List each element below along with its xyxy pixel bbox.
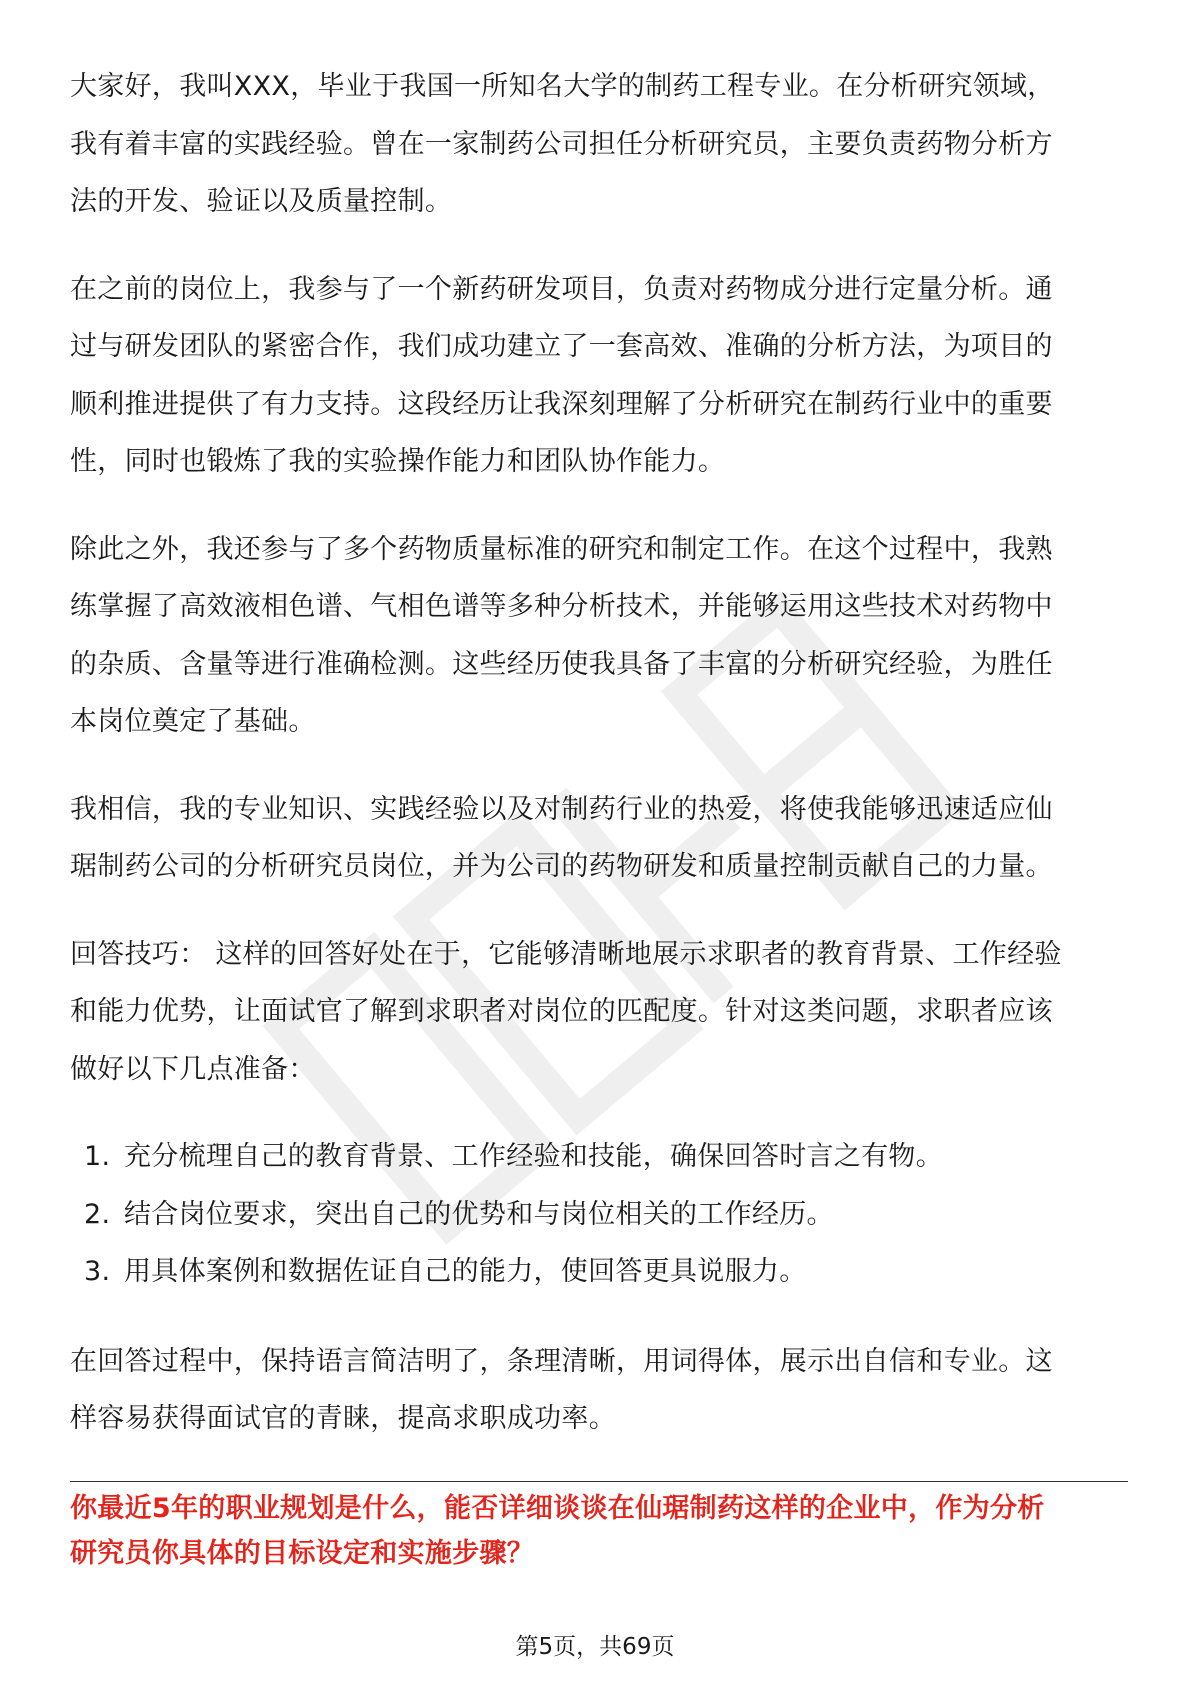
intro-paragraph: 大家好，我叫XXX，毕业于我国一所知名大学的制药工程专业。在分析研究领域， 我有着丰富的实践经验。曾在一家制药公司担任分析研究员，主要负责药物分析方 法的开发、验证以及质量控制。 — [70, 71, 1055, 217]
list-text: 充分梳理自己的教育背景、工作经验和技能，确保回答时言之有物。 — [124, 1141, 943, 1172]
main-content — [70, 58, 1130, 1478]
list-number: 3. — [84, 1256, 111, 1287]
list-item — [70, 1128, 1130, 1186]
list-number: 1. — [84, 1141, 111, 1172]
list-text: 结合岗位要求，突出自己的优势和与岗位相关的工作经历。 — [124, 1198, 834, 1230]
next-question-heading: 你最近5年的职业规划是什么，能否详细谈谈在仙琚制药这样的企业中，作为分析 研究员你具体的目标设定和实施步骤？ — [70, 1493, 1045, 1569]
closing-paragraph: 在回答过程中，保持语言简洁明了，条理清晰，用词得体，展示出自信和专业。这 样容易获得面试官的青睐，提高求职成功率。 — [70, 1345, 1053, 1434]
section-divider — [70, 1481, 1128, 1482]
tips-list — [70, 1128, 1130, 1301]
conclusion-paragraph: 我相信，我的专业知识、实践经验以及对制药行业的热爱，将使我能够迅速适应仙 琚制药公司的分析研究员岗位，并为公司的药物研发和质量控制贡献自己的力量。 — [70, 793, 1053, 882]
list-text: 用具体案例和数据佐证自己的能力，使回答更具说服力。 — [124, 1256, 807, 1287]
list-item — [70, 1186, 1130, 1244]
experience-paragraph: 在之前的岗位上，我参与了一个新药研发项目，负责对药物成分进行定量分析。通 过与研发团队的紧密合作，我们成功建立了一套高效、准确的分析方法，为项目的 顺利推进提供了有力支持。这段经历让我深刻理解了分析研究在制药行业中的重要 性，同时也锻炼了我的实验操作能力和团队协作能力。 — [70, 273, 1053, 477]
list-number: 2. — [84, 1198, 111, 1230]
skills-paragraph: 除此之外，我还参与了多个药物质量标准的研究和制定工作。在这个过程中，我熟 练掌握了高效液相色谱、气相色谱等多种分析技术，并能够运用这些技术对药物中 的杂质、含量等进行准确检测。这些经历使我具备了丰富的分析研究经验，为胜任 本岗位奠定了基础。 — [70, 533, 1053, 737]
list-item — [70, 1243, 1130, 1301]
tips-paragraph: 回答技巧： 这样的回答好处在于，它能够清晰地展示求职者的教育背景、工作经验 和能力优势，让面试官了解到求职者对岗位的匹配度。针对这类问题，求职者应该 做好以下几点准备： — [70, 938, 1062, 1085]
page-number-footer: 第5页，共69页 — [515, 1634, 675, 1660]
